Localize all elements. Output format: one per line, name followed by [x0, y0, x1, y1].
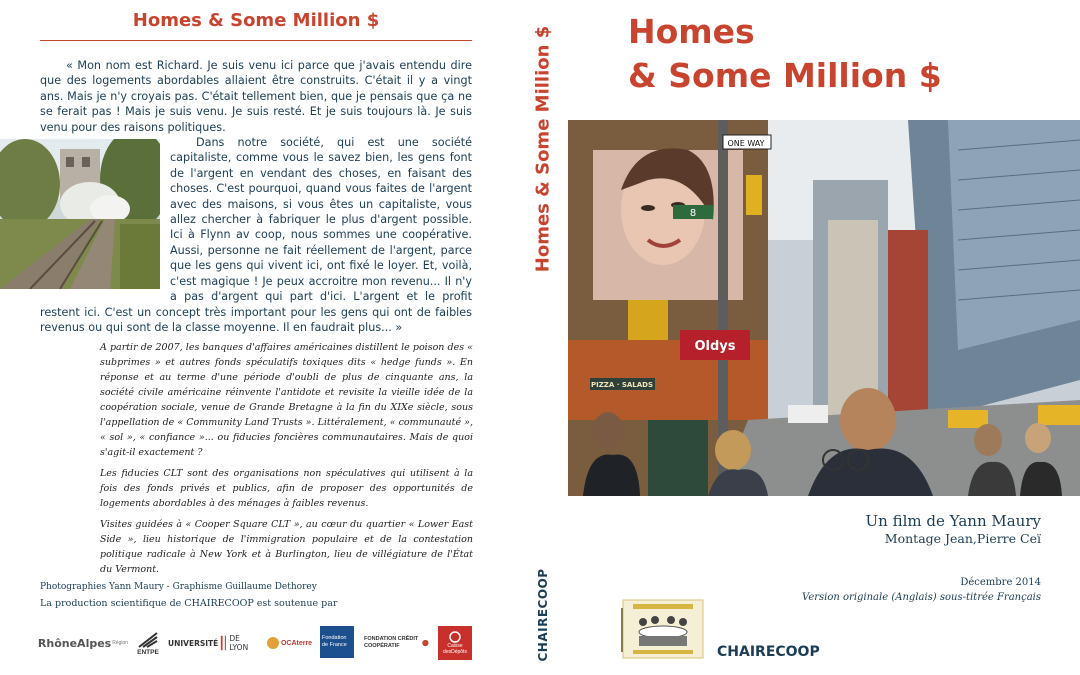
one-way-sign: ONE WAY	[727, 139, 765, 148]
quote-intro-text: « Mon nom est Richard. Je suis venu ici parce que j'avais entendu dire que des logements abordables allaient être construits. C'était il y a vingt ans. Mais je n'y croyais pas. C'était tellement bien, que je pensais que ça ne se ferait pas ! Mais je suis venu. Je suis resté. Et je suis toujours là. Je suis venu pour des raisons politiques.	[40, 59, 472, 134]
synopsis-paragraph: Visites guidées à « Cooper Square CLT », au cœur du quartier « Lower East Side », lieu historique de l'immigration populaire et de la contestation politique radicale à New York et à Burlington, lieu de villégiature de l'État du Vermont.	[100, 519, 473, 575]
film-editing-credit: Montage Jean,Pierre Ceï	[884, 531, 1041, 546]
entpe-logo: ENTPE	[134, 626, 162, 660]
spine-brand: CHAIRECOOP	[536, 568, 550, 662]
synopsis-paragraph: A partir de 2007, les banques d'affaires américaines distillent le poison des « subprimes » et autres fonds spéculatifs toxiques dits « hedge funds ». En réponse et au terme d'une période d'oubli de plus de cinquante ans, la société civile américaine réinvente l'antidote et revisite la vieille idée de la coopération sociale, venue de Grande Bretagne à la fin du XIXe siècle, sous l'appellation de « Community Land Trusts ». Littéralement, « communauté », « sol », « confiance »... ou fiducies foncières communautaires. Mais de quoi s'agit-il exactement ?	[100, 342, 473, 458]
film-director: Un film de Yann Maury	[865, 512, 1041, 530]
front-title-line-2: & Some Million $	[628, 56, 942, 95]
spine-title: Homes & Some Million $	[532, 25, 554, 273]
photo-credits: Photographies Yann Maury - Graphisme Guillaume Dethorey	[40, 582, 317, 592]
caisse-des-depots-logo: Caisse desDépôts	[438, 626, 472, 660]
fondation-credit-cooperatif-logo: FONDATION CRÉDIT COOPÉRATIF	[364, 626, 430, 660]
back-cover-title: Homes & Some Million $	[132, 10, 380, 31]
ocaterre-logo: OCAterre	[264, 626, 314, 660]
front-brand: CHAIRECOOP	[717, 644, 820, 660]
food-sign: PIZZA · SALADS	[590, 381, 654, 389]
rhone-alpes-logo: RhôneAlpes Région	[38, 626, 130, 660]
quote-main-text: Dans notre société, qui est une société capitaliste, comme vous le savez bien, les gens font de l'argent en vendant des choses, en faisant des choses. C'est pourquoi, quand vous faites de l'argent avec des maisons, si vous êtes un capitaliste, vous allez chercher à fabriquer le plus d'argent possible. Ici à Flynn av coop, nous sommes une coopérative. Aussi, personne ne fait réellement de l'argent, parce que les gens qui vivent ici, ont fixé le loyer. Et, voilà, c'est magique ! Je peux accroitre mon revenu... Il n'y a pas d'argent qui part d'ici. L'argent et le profit restent ici. C'est un concept très important pour les gens qui ont de faibles revenus ou qui sont de la classe moyenne. Il en faudrait plus... »	[40, 136, 472, 334]
release-date: Décembre 2014	[960, 577, 1041, 588]
times-square-photo	[568, 120, 1080, 496]
testimony-quote	[40, 58, 472, 335]
support-credits: La production scientifique de CHAIRECOOP est soutenue par	[40, 598, 338, 609]
fondation-de-france-logo: Fondation de France	[320, 626, 354, 658]
universite-lyon-logo: UNIVERSITÉ DE LYON	[168, 634, 249, 652]
store-sign: Oldys	[694, 339, 736, 354]
street-sign: 8	[689, 208, 697, 219]
chairecoop-chair-logo	[619, 598, 707, 660]
title-rule	[40, 40, 472, 41]
film-synopsis	[100, 340, 473, 583]
synopsis-paragraph: Les fiducies CLT sont des organisations non spéculatives qui utilisent à la fois des fonds privés et publics, afin de proposer des opportunités de logements abordables à des ménages à faibles revenus.	[100, 468, 473, 509]
front-title-line-1: Homes	[628, 12, 755, 51]
front-cover-title	[628, 10, 942, 98]
version-note: Version originale (Anglais) sous-titrée Français	[802, 592, 1041, 603]
railway-track-photo	[0, 139, 160, 289]
